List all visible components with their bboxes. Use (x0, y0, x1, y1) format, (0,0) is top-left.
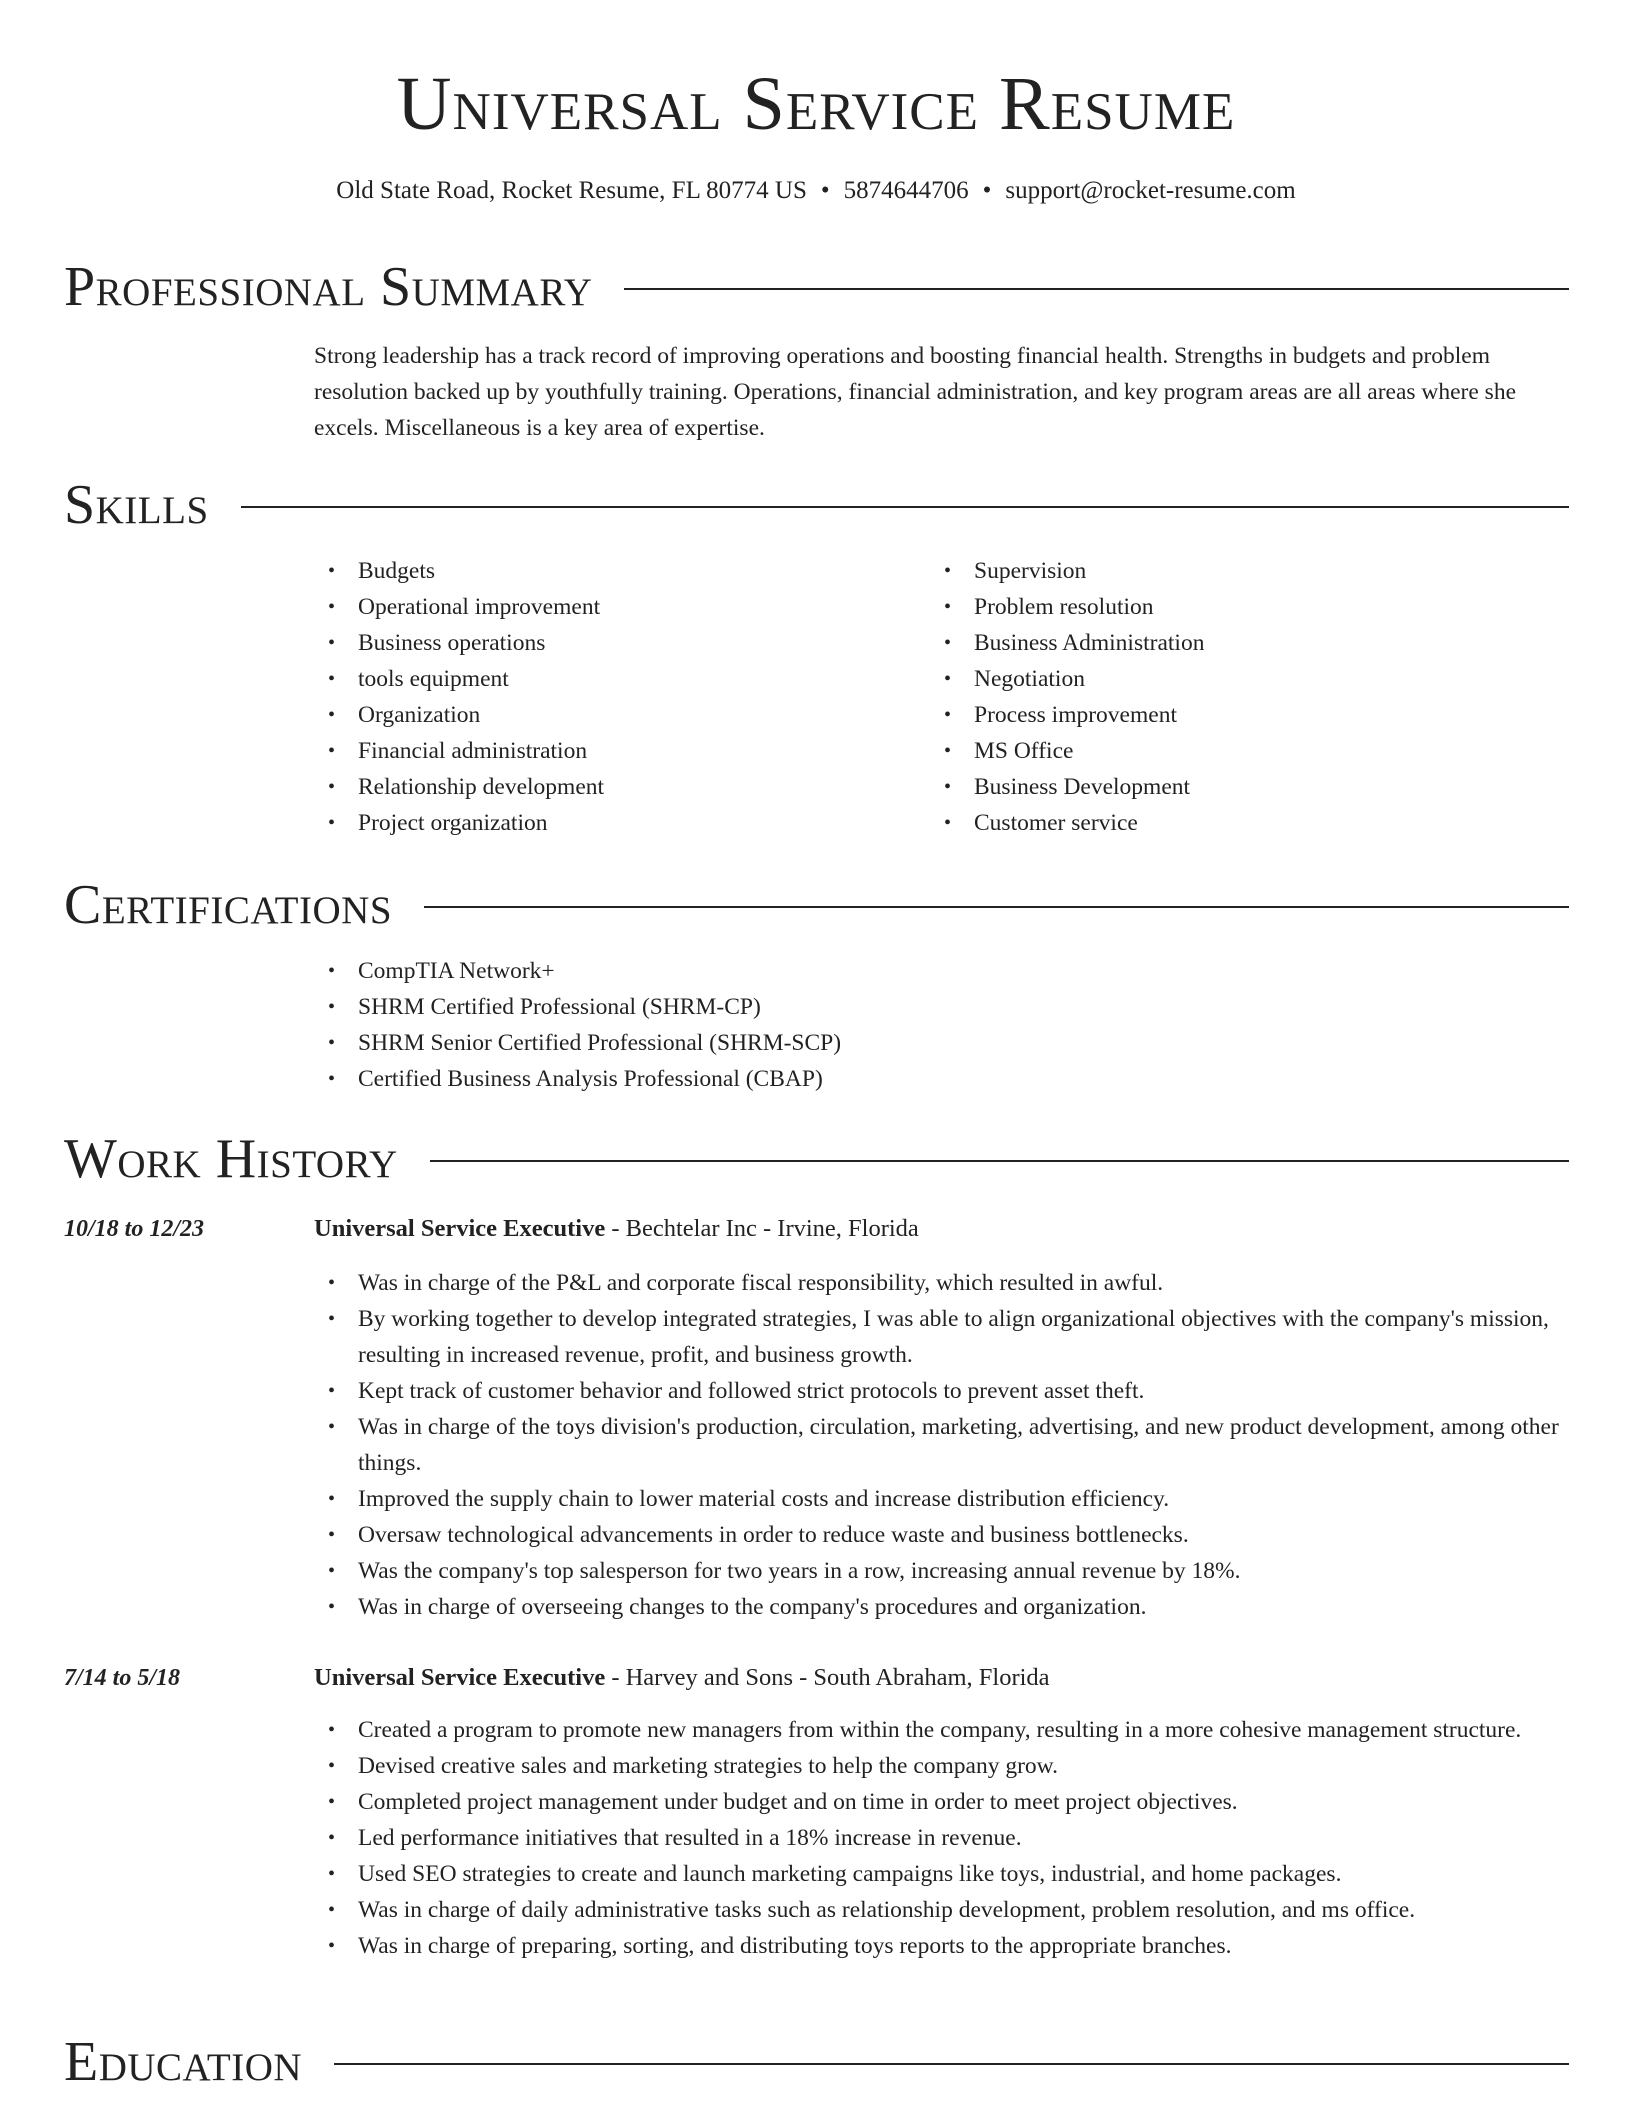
job-bullet-item (314, 1712, 1572, 1748)
job-title-line (314, 1211, 919, 1247)
section-header-education (64, 2027, 1569, 2097)
skill-item-text: Business operations (358, 630, 546, 656)
job-bullets (314, 1712, 1572, 1964)
job-bullet-item (314, 1265, 1572, 1301)
section-header-summary (64, 252, 1569, 322)
bullet-marker: • (328, 1827, 336, 1849)
bullet-marker: • (328, 1308, 336, 1330)
skill-item (314, 589, 930, 625)
skill-item-text: Relationship development (358, 774, 605, 800)
summary-text: Strong leadership has a track record of improving operations and boosting financial health. Strengths in budgets and problem resolution backed up by youthfully training. Operations, financial administration, and key program areas are all areas where she excels. Miscellaneous is a key area of expertise. (314, 343, 1517, 441)
skill-item (930, 589, 1546, 625)
bullet-marker: • (328, 1068, 336, 1090)
skill-item-text: Budgets (358, 558, 436, 584)
bullet-marker: • (328, 668, 336, 690)
certification-item (314, 1061, 1572, 1097)
section-divider (424, 906, 1569, 908)
job-bullet-item (314, 1856, 1572, 1892)
certification-item (314, 989, 1572, 1025)
job-bullet-item (314, 1301, 1572, 1373)
section-divider (430, 1160, 1569, 1162)
skill-item (930, 805, 1546, 841)
section-title-summary: Professional Summary (64, 256, 593, 318)
job-bullet-item (314, 1748, 1572, 1784)
certifications-list (314, 953, 1572, 1097)
bullet-marker: • (328, 632, 336, 654)
job-bullet-item-text: Improved the supply chain to lower material costs and increase distribution efficiency. (358, 1486, 1170, 1512)
skill-item (930, 697, 1546, 733)
certification-item (314, 1025, 1572, 1061)
job-bullet-item-text: Devised creative sales and marketing strategies to help the company grow. (358, 1753, 1058, 1779)
certification-item-text: CompTIA Network+ (358, 958, 555, 984)
section-title-skills: Skills (64, 474, 209, 536)
job-bullet-item (314, 1820, 1572, 1856)
bullet-marker: • (944, 632, 952, 654)
job-bullet-item-text: Was in charge of the P&L and corporate fiscal responsibility, which resulted in awful. (358, 1270, 1164, 1296)
skill-item-text: Project organization (358, 810, 548, 836)
job-company-location: - Harvey and Sons - South Abraham, Florida (605, 1664, 1050, 1691)
certification-item (314, 953, 1572, 989)
skill-item (930, 625, 1546, 661)
skill-item-text: Business Development (974, 774, 1191, 800)
bullet-marker: • (328, 1488, 336, 1510)
job-bullet-item (314, 1784, 1572, 1820)
bullet-marker: • (944, 704, 952, 726)
skill-item-text: Financial administration (358, 738, 588, 764)
skill-item (930, 661, 1546, 697)
bullet-marker: • (328, 560, 336, 582)
skills-column-left (314, 553, 930, 841)
bullet-marker: • (944, 596, 952, 618)
section-divider (334, 2063, 1569, 2065)
section-title-work-history: Work History (64, 1128, 398, 1190)
skill-item (930, 553, 1546, 589)
skill-item-text: Customer service (974, 810, 1138, 836)
section-header-certifications (64, 870, 1569, 940)
bullet-marker: • (328, 596, 336, 618)
bullet-marker: • (328, 1863, 336, 1885)
job-title-line (314, 1660, 1050, 1696)
job-bullet-item (314, 1481, 1572, 1517)
skills-list (314, 553, 1572, 841)
separator-dot: • (820, 177, 830, 204)
contact-phone: 5874644706 (843, 177, 969, 204)
skill-item-text: Operational improvement (358, 594, 601, 620)
skill-item (930, 733, 1546, 769)
job-bullet-item-text: Oversaw technological advancements in order to reduce waste and business bottlenecks. (358, 1522, 1189, 1548)
skill-item (314, 733, 930, 769)
job-company-location: - Bechtelar Inc - Irvine, Florida (605, 1215, 919, 1242)
contact-address: Old State Road, Rocket Resume, FL 80774 US (336, 177, 807, 204)
skill-item-text: Business Administration (974, 630, 1205, 656)
section-title-certifications: Certifications (64, 874, 393, 936)
job-dates: 10/18 to 12/23 (64, 1216, 205, 1242)
job-dates: 7/14 to 5/18 (64, 1665, 181, 1691)
skill-item (314, 553, 930, 589)
bullet-marker: • (328, 1719, 336, 1741)
bullet-marker: • (944, 668, 952, 690)
skill-item (314, 661, 930, 697)
bullet-marker: • (944, 776, 952, 798)
bullet-marker: • (328, 1032, 336, 1054)
job-bullet-item-text: Was the company's top salesperson for two years in a row, increasing annual revenue by 18%. (358, 1558, 1241, 1584)
bullet-marker: • (328, 1380, 336, 1402)
skill-item (314, 697, 930, 733)
job-bullet-item-text: Used SEO strategies to create and launch marketing campaigns like toys, industrial, and home packages. (358, 1861, 1342, 1887)
bullet-marker: • (944, 812, 952, 834)
job-title: Universal Service Executive (314, 1664, 606, 1691)
certification-item-text: SHRM Senior Certified Professional (SHRM-SCP) (358, 1030, 842, 1056)
section-header-skills (64, 470, 1569, 540)
job-bullet-item-text: Was in charge of preparing, sorting, and distributing toys reports to the appropriate branches. (358, 1933, 1232, 1959)
bullet-marker: • (328, 996, 336, 1018)
skill-item-text: Process improvement (974, 702, 1177, 728)
bullet-marker: • (328, 812, 336, 834)
bullet-marker: • (328, 1935, 336, 1957)
skill-item (314, 805, 930, 841)
bullet-marker: • (944, 740, 952, 762)
job-bullet-item (314, 1928, 1572, 1964)
skill-item (930, 769, 1546, 805)
bullet-marker: • (328, 1791, 336, 1813)
skill-item-text: MS Office (974, 738, 1074, 764)
bullet-marker: • (944, 560, 952, 582)
skill-item-text: Negotiation (974, 666, 1085, 692)
job-bullet-item-text: Led performance initiatives that resulted in a 18% increase in revenue. (358, 1825, 1022, 1851)
job-bullets (314, 1265, 1572, 1625)
job-bullet-item-text: Was in charge of overseeing changes to the company's procedures and organization. (358, 1594, 1147, 1620)
bullet-marker: • (328, 1560, 336, 1582)
contact-line (0, 174, 1632, 208)
skills-column-right (930, 553, 1546, 841)
job-bullet-item-text: Was in charge of the toys division's production, circulation, marketing, advertising, and new product development, among other things. (358, 1414, 1559, 1476)
separator-dot: • (982, 177, 992, 204)
job-bullet-item-text: Completed project management under budget and on time in order to meet project objectives. (358, 1789, 1238, 1815)
contact-email: support@rocket-resume.com (1005, 177, 1296, 204)
skill-item-text: tools equipment (358, 666, 509, 692)
bullet-marker: • (328, 1524, 336, 1546)
section-divider (241, 506, 1569, 508)
job-bullet-item (314, 1409, 1572, 1481)
bullet-marker: • (328, 1596, 336, 1618)
job-bullet-item-text: By working together to develop integrated strategies, I was able to align organizational objectives with the company's mission, resulting in increased revenue, profit, and business growth. (358, 1306, 1549, 1368)
job-bullet-item-text: Kept track of customer behavior and followed strict protocols to prevent asset theft. (358, 1378, 1145, 1404)
job-bullet-item-text: Created a program to promote new managers from within the company, resulting in a more cohesive management structure. (358, 1717, 1522, 1743)
bullet-marker: • (328, 740, 336, 762)
bullet-marker: • (328, 776, 336, 798)
bullet-marker: • (328, 1272, 336, 1294)
job-bullet-item-text: Was in charge of daily administrative tasks such as relationship development, problem resolution, and ms office. (358, 1897, 1416, 1923)
job-bullet-item (314, 1892, 1572, 1928)
skill-item (314, 625, 930, 661)
skill-item-text: Supervision (974, 558, 1087, 584)
section-title-education: Education (64, 2031, 303, 2093)
resume-name: Universal Service Resume (396, 62, 1236, 146)
bullet-marker: • (328, 960, 336, 982)
certification-item-text: Certified Business Analysis Professional (CBAP) (358, 1066, 823, 1092)
skill-item (314, 769, 930, 805)
bullet-marker: • (328, 1899, 336, 1921)
job-bullet-item (314, 1589, 1572, 1625)
job-title: Universal Service Executive (314, 1215, 606, 1242)
skill-item-text: Problem resolution (974, 594, 1154, 620)
skill-item-text: Organization (358, 702, 481, 728)
bullet-marker: • (328, 1755, 336, 1777)
certification-item-text: SHRM Certified Professional (SHRM-CP) (358, 994, 761, 1020)
bullet-marker: • (328, 1416, 336, 1438)
bullet-marker: • (328, 704, 336, 726)
job-bullet-item (314, 1553, 1572, 1589)
section-divider (624, 288, 1569, 290)
section-header-work-history (64, 1124, 1569, 1194)
job-bullet-item (314, 1373, 1572, 1409)
job-bullet-item (314, 1517, 1572, 1553)
